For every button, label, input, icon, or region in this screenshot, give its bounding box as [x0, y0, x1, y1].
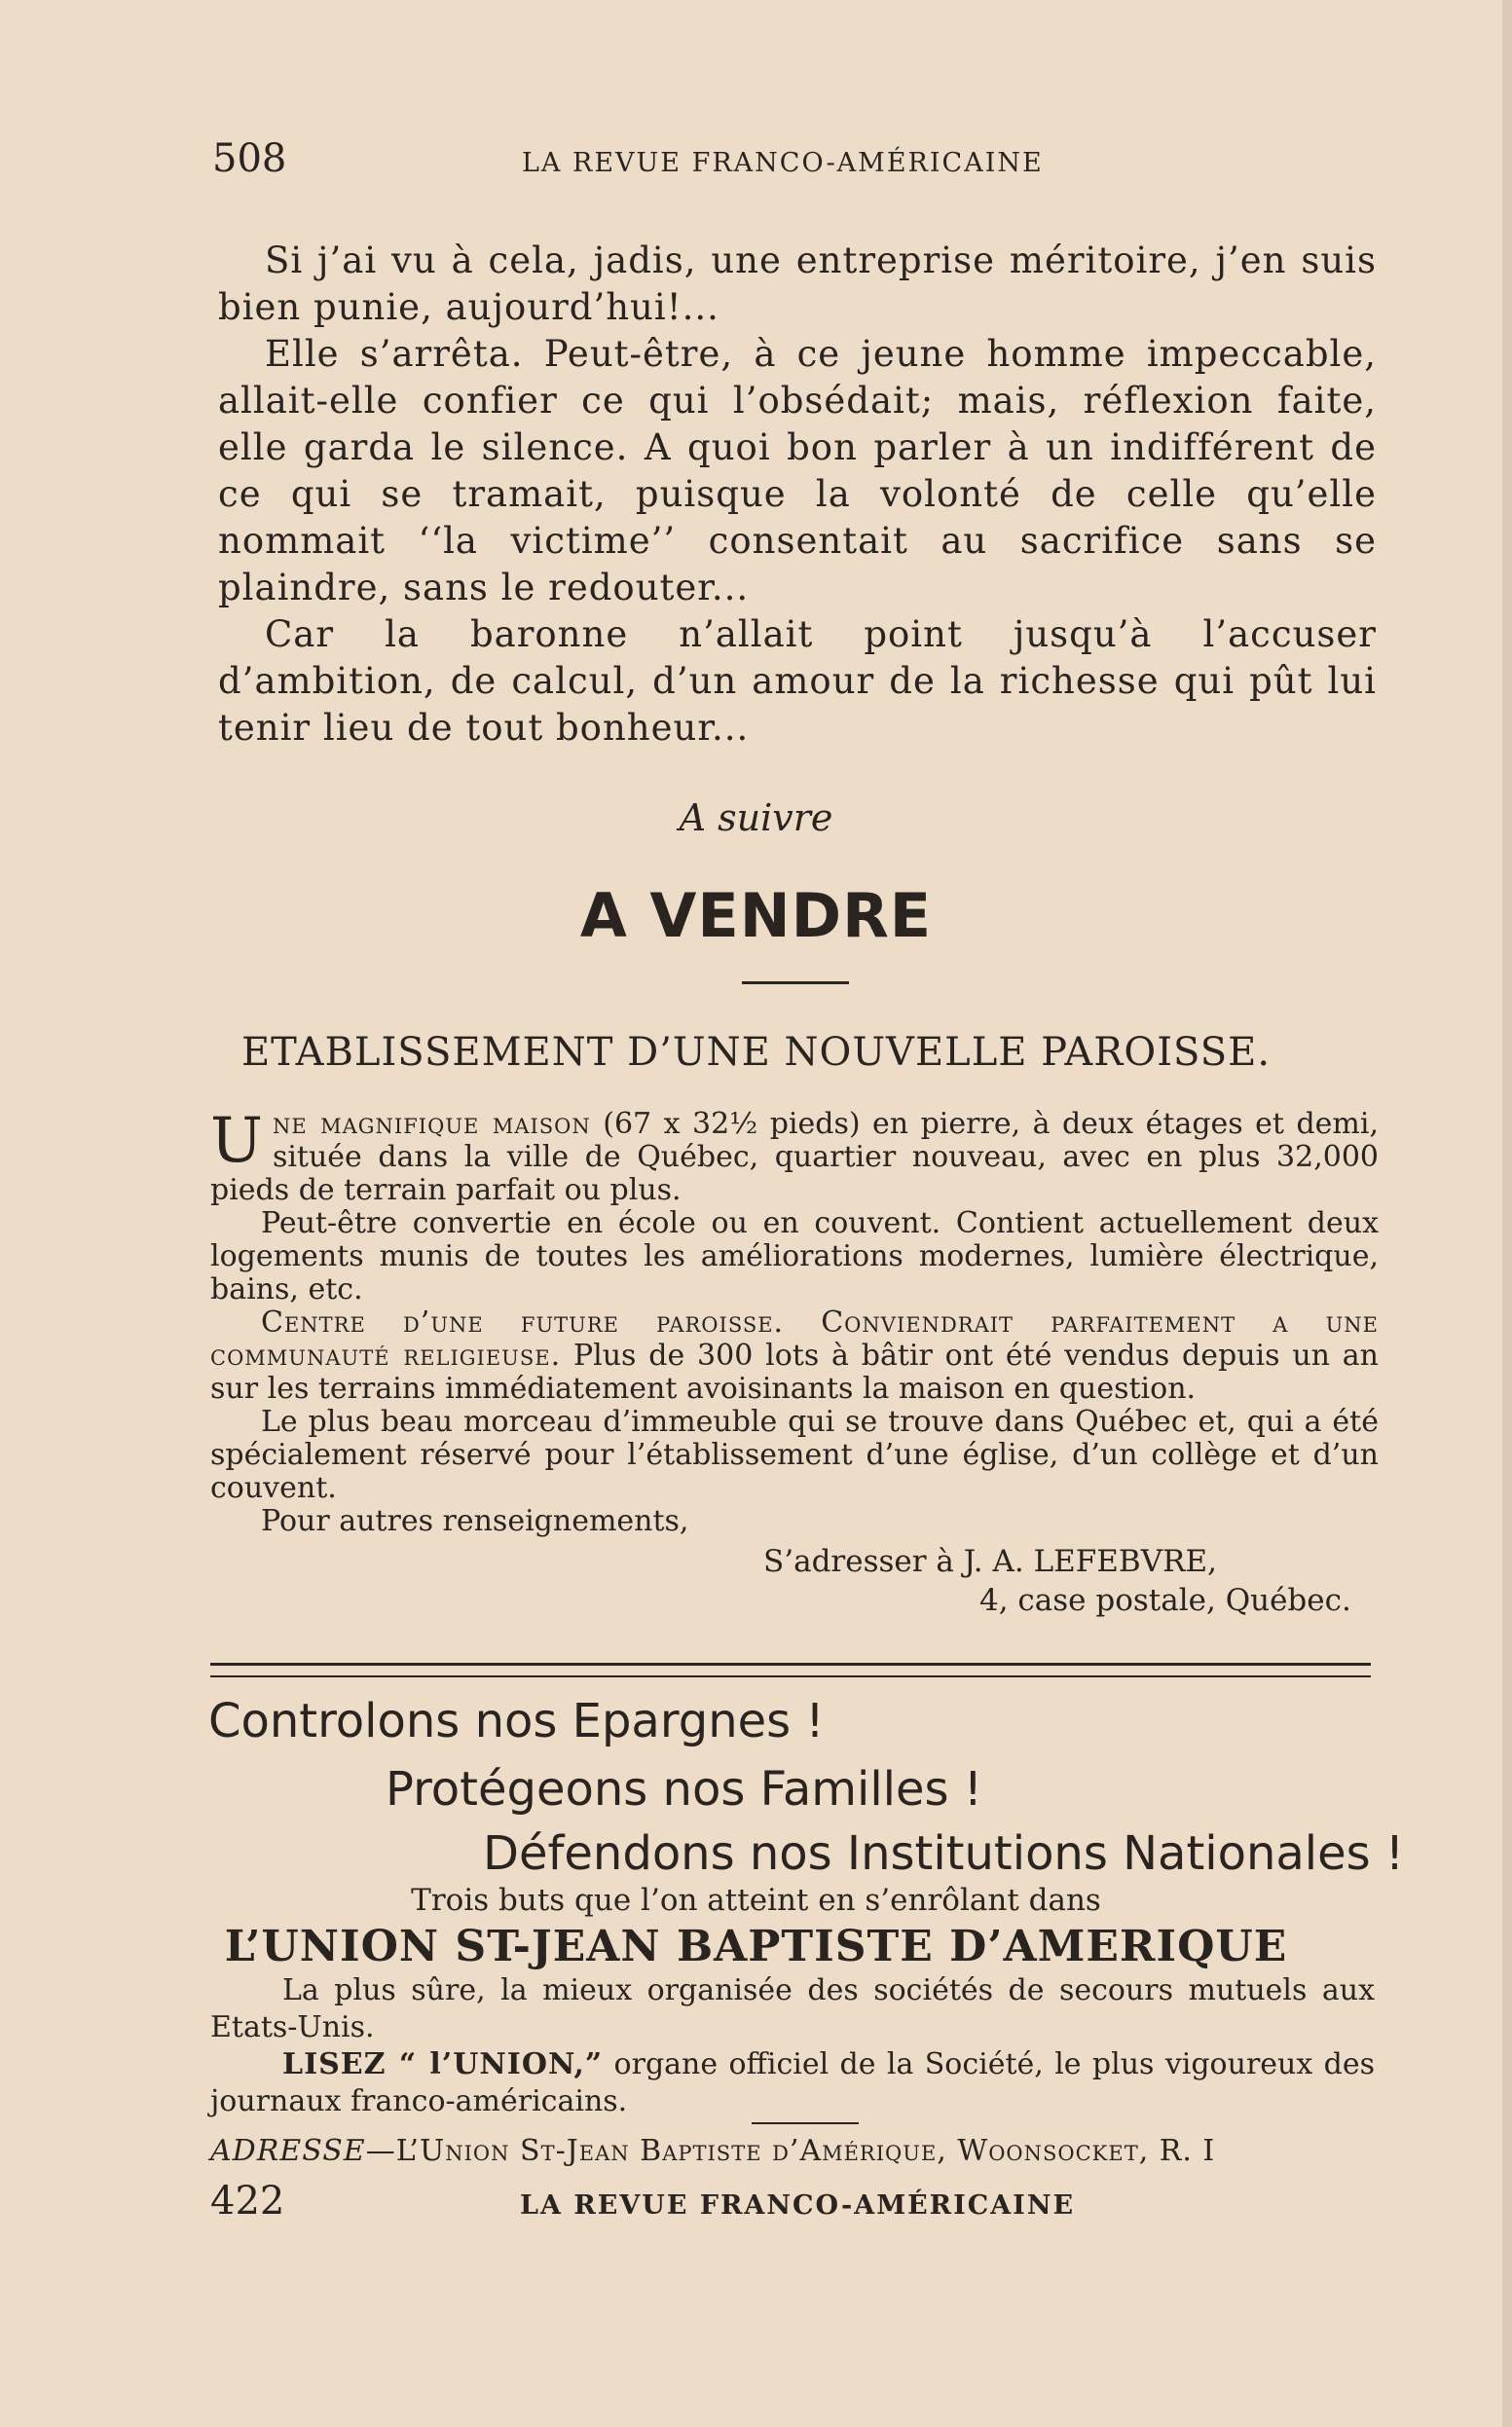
sale-contact	[210, 1542, 1379, 1620]
union-slogan: Protégeons nos Familles !	[386, 1762, 983, 1817]
page-footer	[210, 2179, 1379, 2227]
sale-paragraph: Peut-être convertie en école ou en couvent. Contient actuellement deux logements munis de toutes les améliorations modernes, lumière électrique, bains, etc.	[210, 1206, 1379, 1306]
story-paragraph: Car la baronne n’allait point jusqu’à l’accuser d’ambition, de calcul, d’un amour de la richesse qui pût lui tenir lieu de tout bonheur...	[218, 613, 1377, 749]
union-address	[210, 2134, 1375, 2168]
address-text: —L’Union St-Jean Baptiste d’Amérique, Woonsocket, R. I	[365, 2134, 1216, 2168]
sale-text: Plus de 300 lots à bâtir ont été vendus depuis un an sur les terrains immédiatement avoisinants la maison en question.	[210, 1339, 1379, 1406]
double-divider	[210, 1663, 1371, 1677]
sale-smallcaps: ne magnifique maison	[272, 1107, 591, 1141]
sale-paragraph: Le plus beau morceau d’immeuble qui se trouve dans Québec et, qui a été spécialement réservé pour l’établissement d’une église, d’un collège et d’un couvent.	[210, 1405, 1379, 1505]
story-paragraph: Si j’ai vu à cela, jadis, une entreprise méritoire, j’en suis bien punie, aujourd’hui!...	[218, 239, 1377, 328]
to-be-continued: A suivre	[679, 796, 833, 839]
union-paragraph: La plus sûre, la mieux organisée des sociétés de secours mutuels aux Etats-Unis.	[210, 1973, 1375, 2044]
divider	[752, 2122, 859, 2124]
sale-smallcaps: Centre d’une future paroisse. Conviendrait parfaitement a une communauté religieuse.	[210, 1305, 1379, 1373]
story-paragraph: Elle s’arrêta. Peut-être, à ce jeune homme impeccable, allait-elle confier ce qui l’obsédait; mais, réflexion faite, elle garda le silence. A quoi bon parler à un indifférent de ce qui se tramait, puisque la volonté de celle qu’elle nommait ‘‘la victime’’ consentait au sacrifice sans se plaindre, sans le redouter...	[218, 333, 1377, 608]
drop-cap: U	[210, 1105, 263, 1177]
sale-paragraph	[210, 1306, 1379, 1406]
page-edge	[1502, 0, 1512, 2427]
contact-line: S’adresser à J. A. LEFEBVRE,	[763, 1544, 1217, 1579]
union-slogan: Controlons nos Epargnes !	[208, 1694, 825, 1748]
contact-line: 4, case postale, Québec.	[979, 1583, 1351, 1618]
sale-text: (67 x 32½ pieds) en pierre, à deux étages et demi, située dans la ville de Québec, quartier nouveau, avec en plus 32,000 pieds de terrain parfait ou plus.	[210, 1107, 1379, 1207]
page-header	[212, 136, 1381, 195]
sale-ad-body	[210, 1105, 1379, 1620]
union-name: L’UNION ST-JEAN BAPTISTE D’AMERIQUE	[224, 1922, 1288, 1971]
union-slogan: Défendons nos Institutions Nationales !	[483, 1826, 1405, 1881]
divider	[742, 981, 849, 984]
page-number: 508	[212, 136, 287, 181]
union-text: organe officiel de la Société, le plus vigoureux des journaux franco-américains.	[210, 2047, 1376, 2118]
footer-page-number: 422	[210, 2179, 285, 2224]
sale-subheading: ETABLISSEMENT D’UNE NOUVELLE PAROISSE.	[240, 1030, 1272, 1075]
sale-heading: A VENDRE	[579, 880, 933, 951]
running-title: LA REVUE FRANCO-AMÉRICAINE	[522, 148, 1044, 178]
union-paragraph	[210, 2046, 1375, 2120]
story-text	[218, 238, 1377, 752]
footer-running-title: LA REVUE FRANCO-AMÉRICAINE	[520, 2190, 1076, 2221]
union-ad-body	[210, 1972, 1375, 2120]
sale-paragraph: Pour autres renseignements,	[261, 1504, 689, 1538]
sale-paragraph	[210, 1105, 1379, 1207]
lisez-label: LISEZ “ l’UNION,”	[282, 2047, 604, 2081]
union-lead: Trois buts que l’on atteint en s’enrôlant dans	[411, 1883, 1101, 1918]
address-label: ADRESSE	[210, 2134, 366, 2168]
